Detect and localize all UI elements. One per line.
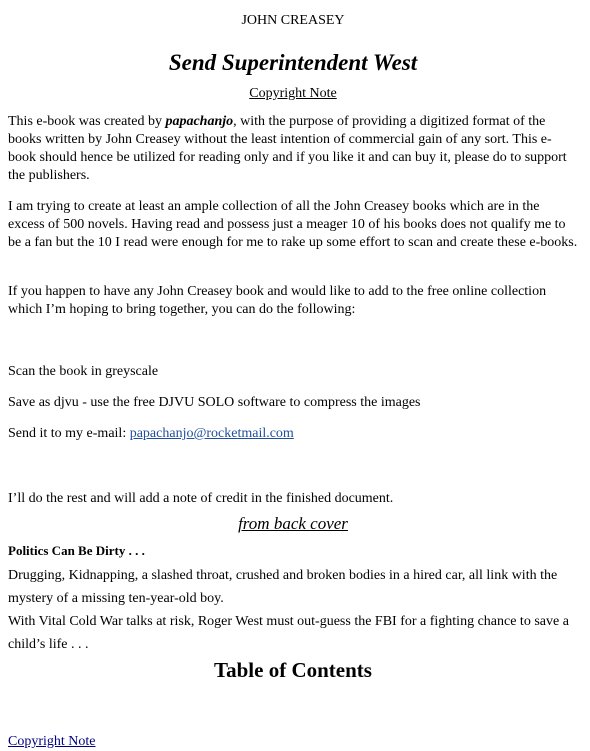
closing-paragraph: I’ll do the rest and will add a note of credit in the finished document. xyxy=(8,491,394,506)
step-save: Save as djvu - use the free DJVU SOLO software to compress the images xyxy=(8,395,421,410)
intro-text-part2: , with the purpose of providing a digitized format of the books written by John Creasey without the least intention of commercial gain of any sort. This e-book should hence be utilized for reading only and if you like it and can buy it, please do to support the publishers. xyxy=(8,114,567,183)
back-cover-heading: from back cover xyxy=(238,514,348,533)
toc-item-copyright-note[interactable]: Copyright Note xyxy=(8,734,96,749)
blurb-heading: Politics Can Be Dirty . . . xyxy=(8,543,145,558)
email-link[interactable]: papachanjo@rocketmail.com xyxy=(129,426,294,441)
blurb-line-2: With Vital Cold War talks at risk, Roger West must out-guess the FBI for a fighting chance to save a child’s life . . . xyxy=(8,614,569,652)
book-title: Send Superintendent West xyxy=(168,50,418,75)
blurb-line-1: Drugging, Kidnapping, a slashed throat, crushed and broken bodies in a hired car, all link with the mystery of a missing ten-year-old boy. xyxy=(8,568,558,606)
collection-paragraph: I am trying to create at least an ample collection of all the John Creasey books which are in the excess of 500 novels. Having read and possess just a meager 10 of his books does not qualify me to be a fan but the 10 I read were enough for me to rake up some effort to scan and create these e-books. xyxy=(8,199,578,250)
step-send xyxy=(8,425,578,443)
creator-name: papachanjo xyxy=(165,114,234,129)
contribution-paragraph: If you happen to have any John Creasey book and would like to add to the free online collection which I’m hoping to bring together, you can do the following: xyxy=(8,284,547,317)
copyright-heading: Copyright Note xyxy=(249,86,337,101)
intro-text-part1: This e-book was created by xyxy=(8,114,166,129)
step-scan: Scan the book in greyscale xyxy=(8,364,159,379)
toc-heading: Table of Contents xyxy=(214,658,372,682)
step-send-label: Send it to my e-mail: xyxy=(8,426,130,441)
intro-paragraph xyxy=(8,113,578,185)
author-name: JOHN CREASEY xyxy=(241,13,345,28)
toc-list xyxy=(8,733,578,751)
